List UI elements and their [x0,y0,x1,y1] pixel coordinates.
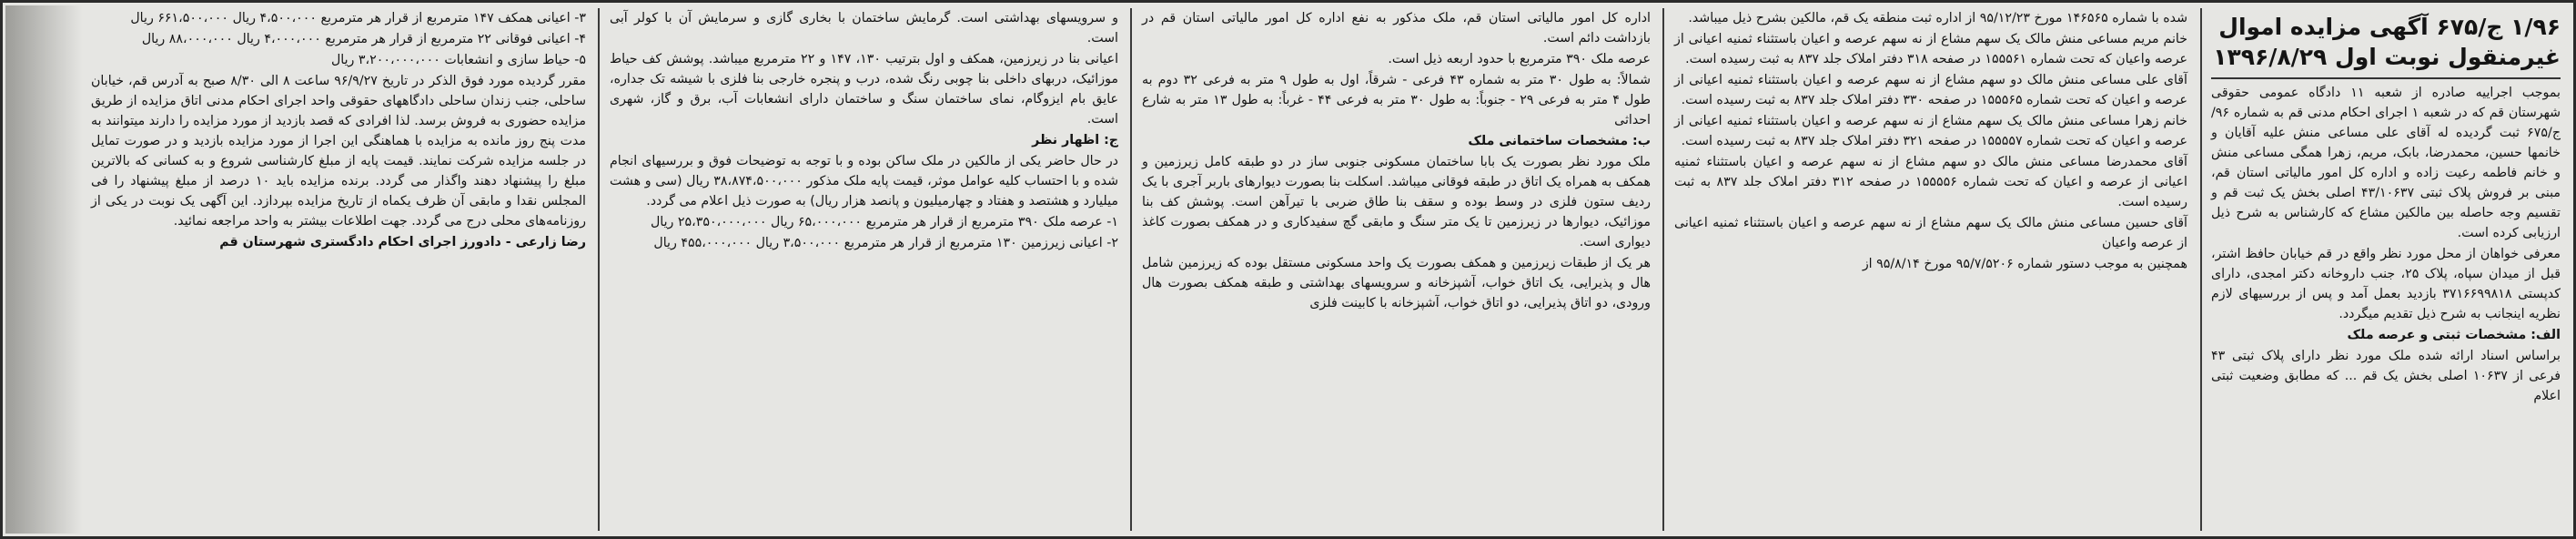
notice-column-5 [84,8,593,531]
paragraph: اعیانی بنا در زیرزمین، همکف و اول بترتیب ۱۳۰، ۱۴۷ و ۲۲ مترمربع میباشد. پوشش کف حیاط موزائیک، دربهای داخلی بنا چوبی رنگ شده، درب و پنجره خارجی بنا فلزی با شیشه تک جداره، عایق بام ایزوگام، نمای ساختمان سنگ و ساختمان دارای انشعابات آب، برق و گاز، شهری است. [610,52,1119,127]
notice-column-4 [602,8,1126,531]
column-divider [2200,8,2202,531]
paragraph: مقرر گردیده مورد فوق الذکر در تاریخ ۹۶/۹/۲۷ ساعت ۸ الی ۸/۳۰ صبح به آدرس قم، خیابان ساحلی، جنب زندان ساحلی دادگاههای حقوقی واحد اجرای احکام مدنی اتاق مزایده از طریق مزایده حضوری به فروش برسد. لذا افرادی که قصد بازدید از مورد مزایده را دارند میتوانند به مدت پنج روز مانده به مزایده با هماهنگی این اجرا از مورد مزایده بازدید و در صورت تمایل در جلسه مزایده شرکت نمایند. قیمت پایه از مبلغ کارشناسی شروع و به کسانی که بالاترین مبلغ را پیشنهاد دهند واگذار می گردد. برنده مزایده باید ۱۰ درصد از مبلغ پیشنهاد را فی المجلس نقدا و مابقی آن ظرف یکماه از تاریخ مزایده بپردازد. این آگهی یک نوبت در یکی از روزنامه‌های محلی درج می گردد. جهت اطلاعات بیشتر به واحد مراجعه نمائید. [91,74,586,229]
section-title: الف: مشخصات ثبتی و عرصه ملک [2347,328,2561,342]
signature-line: رضا زارعی - دادورز اجرای احکام دادگستری شهرستان قم [219,235,586,249]
paragraph: عرصه ملک ۳۹۰ مترمربع با حدود اربعه ذیل است. [1388,52,1651,66]
notice-heading: ۱/۹۶ ج/۶۷۵ آگهی مزایده اموال غیرمنقول نوبت اول ۱۳۹۶/۸/۲۹ [2211,8,2561,79]
column-divider [1662,8,1664,531]
paragraph: براساس اسناد ارائه شده ملک مورد نظر دارای پلاک ثبتی ۴۳ فرعی از ۱۰۶۳۷ اصلی بخش یک قم ... که مطابق وضعیت ثبتی اعلام [2211,349,2561,403]
column-divider [598,8,600,531]
paragraph: آقای حسین مساعی منش مالک یک سهم مشاع از نه سهم عرصه و اعیان باستثناء ثمنیه اعیانی از عرصه واعیان [1674,216,2187,250]
paragraph: هر یک از طبقات زیرزمین و همکف بصورت یک واحد مسکونی مستقل بوده که زیرزمین شامل هال و پذیرایی، یک اتاق خواب، آشپزخانه و سرویسهای بهداشتی و طبقه همکف بصورت هال ورودی، دو اتاق پذیرایی، دو اتاق خواب، آشپزخانه با کابینت فلزی [1142,256,1651,310]
paragraph: همچنین به موجب دستور شماره ۹۵/۷/۵۲۰۶ مورخ ۹۵/۸/۱۴ از [1862,257,2187,271]
price-line: ۳- اعیانی همکف ۱۴۷ مترمربع از قرار هر مترمربع ۴،۵۰۰،۰۰۰ ریال ۶۶۱،۵۰۰،۰۰۰ ریال [130,11,586,25]
paragraph: در حال حاضر یکی از مالکین در ملک ساکن بوده و با توجه به توضیحات فوق و بررسیهای انجام شده و با احتساب کلیه عوامل موثر، قیمت پایه ملک مذکور ۳۸،۸۷۴،۵۰۰،۰۰۰ ریال (سی و هشت میلیارد و هشتصد و هفتاد و چهارمیلیون و پانصد هزار ریال) به صورت ذیل اعلام می گردد. [610,154,1119,208]
paragraph: بموجب اجراییه صادره از شعبه ۱۱ دادگاه عمومی حقوقی شهرستان قم که در شعبه ۱ اجرای احکام مدنی قم به شماره ۹۶/ج/۶۷۵ ثبت گردیده له آقای علی مساعی منش علیه آقایان و خانمها حسین، محمدرضا، بابک، مریم، زهرا همگی مساعی منش و خانم فاطمه رعیت زاده و اداره کل امور مالیاتی استان قم، مبنی بر فروش پلاک ثبتی ۴۳/۱۰۶۳۷ اصلی بخش یک ثبت قم و تقسیم وجه حاصله بین مالکین مشاع که کارشناس به شرح ذیل ارزیابی کرده است. [2211,86,2561,240]
notice-column-1 [2204,8,2568,531]
paragraph: اداره کل امور مالیاتی استان قم، ملک مذکور به نفع اداره کل امور مالیاتی استان قم در بازداشت دائم است. [1142,11,1651,46]
paragraph: شده با شماره ۱۴۶۵۶۵ مورخ ۹۵/۱۲/۲۳ از اداره ثبت منطقه یک قم، مالکین بشرح ذیل میباشد. [1688,11,2187,25]
column-divider [1130,8,1132,531]
price-line: ۴- اعیانی فوقانی ۲۲ مترمربع از قرار هر مترمربع ۴،۰۰۰،۰۰۰ ریال ۸۸،۰۰۰،۰۰۰ ریال [141,32,586,46]
paragraph: خانم مریم مساعی منش مالک یک سهم مشاع از نه سهم عرصه و اعیان باستثناء ثمنیه اعیانی از عرصه واعیان که تحت شماره ۱۵۵۵۶۱ در صفحه ۳۱۸ دفتر املاک جلد ۸۳۷ به ثبت رسیده است. [1674,32,2187,66]
paragraph: آقای محمدرضا مساعی منش مالک دو سهم مشاع از نه سهم عرصه و اعیان باستثناء ثمنیه اعیانی از عرصه و اعیان که تحت شماره ۱۵۵۵۵۶ در صفحه ۳۱۲ دفتر املاک جلد ۸۳۷ به ثبت رسیده است. [1674,155,2187,209]
price-line: ۵- حیاط سازی و انشعابات ۳،۲۰۰،۰۰۰،۰۰۰ ریال [330,53,586,67]
paragraph: شمالاً: به طول ۳۰ متر به شماره ۴۳ فرعی - شرقاً، اول به طول ۹ متر به فرعی ۳۲ دوم به طول ۴ متر به فرعی ۲۹ - جنوباً: به طول ۳۰ متر به فرعی ۴۴ - غرباً: به طول ۱۳ متر به شارع احداثی [1142,73,1651,127]
page-fold-shadow [5,5,83,534]
notice-column-3 [1135,8,1658,531]
paragraph: معرفی خواهان از محل مورد نظر واقع در قم خیابان حافظ اشتر، قبل از میدان سپاه، پلاک ۲۵، جنب داروخانه دکتر امجدی، دارای کدپستی ۳۷۱۶۶۹۹۸۱۸ بازدید بعمل آمد و پس از بررسیهای لازم نظریه اینجانب به شرح ذیل تقدیم میگردد. [2211,247,2561,321]
paragraph: خانم زهرا مساعی منش مالک یک سهم مشاع از نه سهم عرصه و اعیان باستثناء ثمنیه اعیانی از عرصه و اعیان که تحت شماره ۱۵۵۵۵۷ در صفحه ۳۲۱ دفتر املاک جلد ۸۳۷ به ثبت رسیده است. [1674,114,2187,148]
paragraph: ملک مورد نظر بصورت یک بابا ساختمان مسکونی جنوبی ساز در دو طبقه کامل زیرزمین و همکف به همراه یک اتاق در طبقه فوقانی میباشد. اسکلت بنا بصورت دیوارهای باربر آجری با یک ردیف ستون فلزی در وسط بوده و سقف بنا طاق ضربی با تیرآهن است. پوشش کف بنا موزائیک، دیوارها در زیرزمین تا یک متر سنگ و مابقی گچ سفیدکاری و در همکف بصورت کاغذ دیواری است. [1142,155,1651,249]
notice-column-2 [1667,8,2195,531]
paragraph: آقای علی مساعی منش مالک دو سهم مشاع از نه سهم عرصه و اعیان باستثناء ثمنیه اعیانی از عرصه و اعیان که تحت شماره ۱۵۵۵۶۵ در صفحه ۳۳۰ دفتر املاک جلد ۸۳۷ به ثبت رسیده است. [1674,73,2187,107]
price-line: ۱- عرصه ملک ۳۹۰ مترمربع از قرار هر مترمربع ۶۵،۰۰۰،۰۰۰ ریال ۲۵،۳۵۰،۰۰۰،۰۰۰ ریال [650,215,1118,229]
section-title: ب: مشخصات ساختمانی ملک [1468,134,1651,148]
price-line: ۲- اعیانی زیرزمین ۱۳۰ مترمربع از قرار هر مترمربع ۳،۵۰۰،۰۰۰ ریال ۴۵۵،۰۰۰،۰۰۰ ریال [653,236,1118,250]
section-title: ج: اظهار نظر [1032,133,1118,147]
paragraph: و سرویسهای بهداشتی است. گرمایش ساختمان با بخاری گازی و سرمایش آن با کولر آبی است. [610,11,1118,46]
